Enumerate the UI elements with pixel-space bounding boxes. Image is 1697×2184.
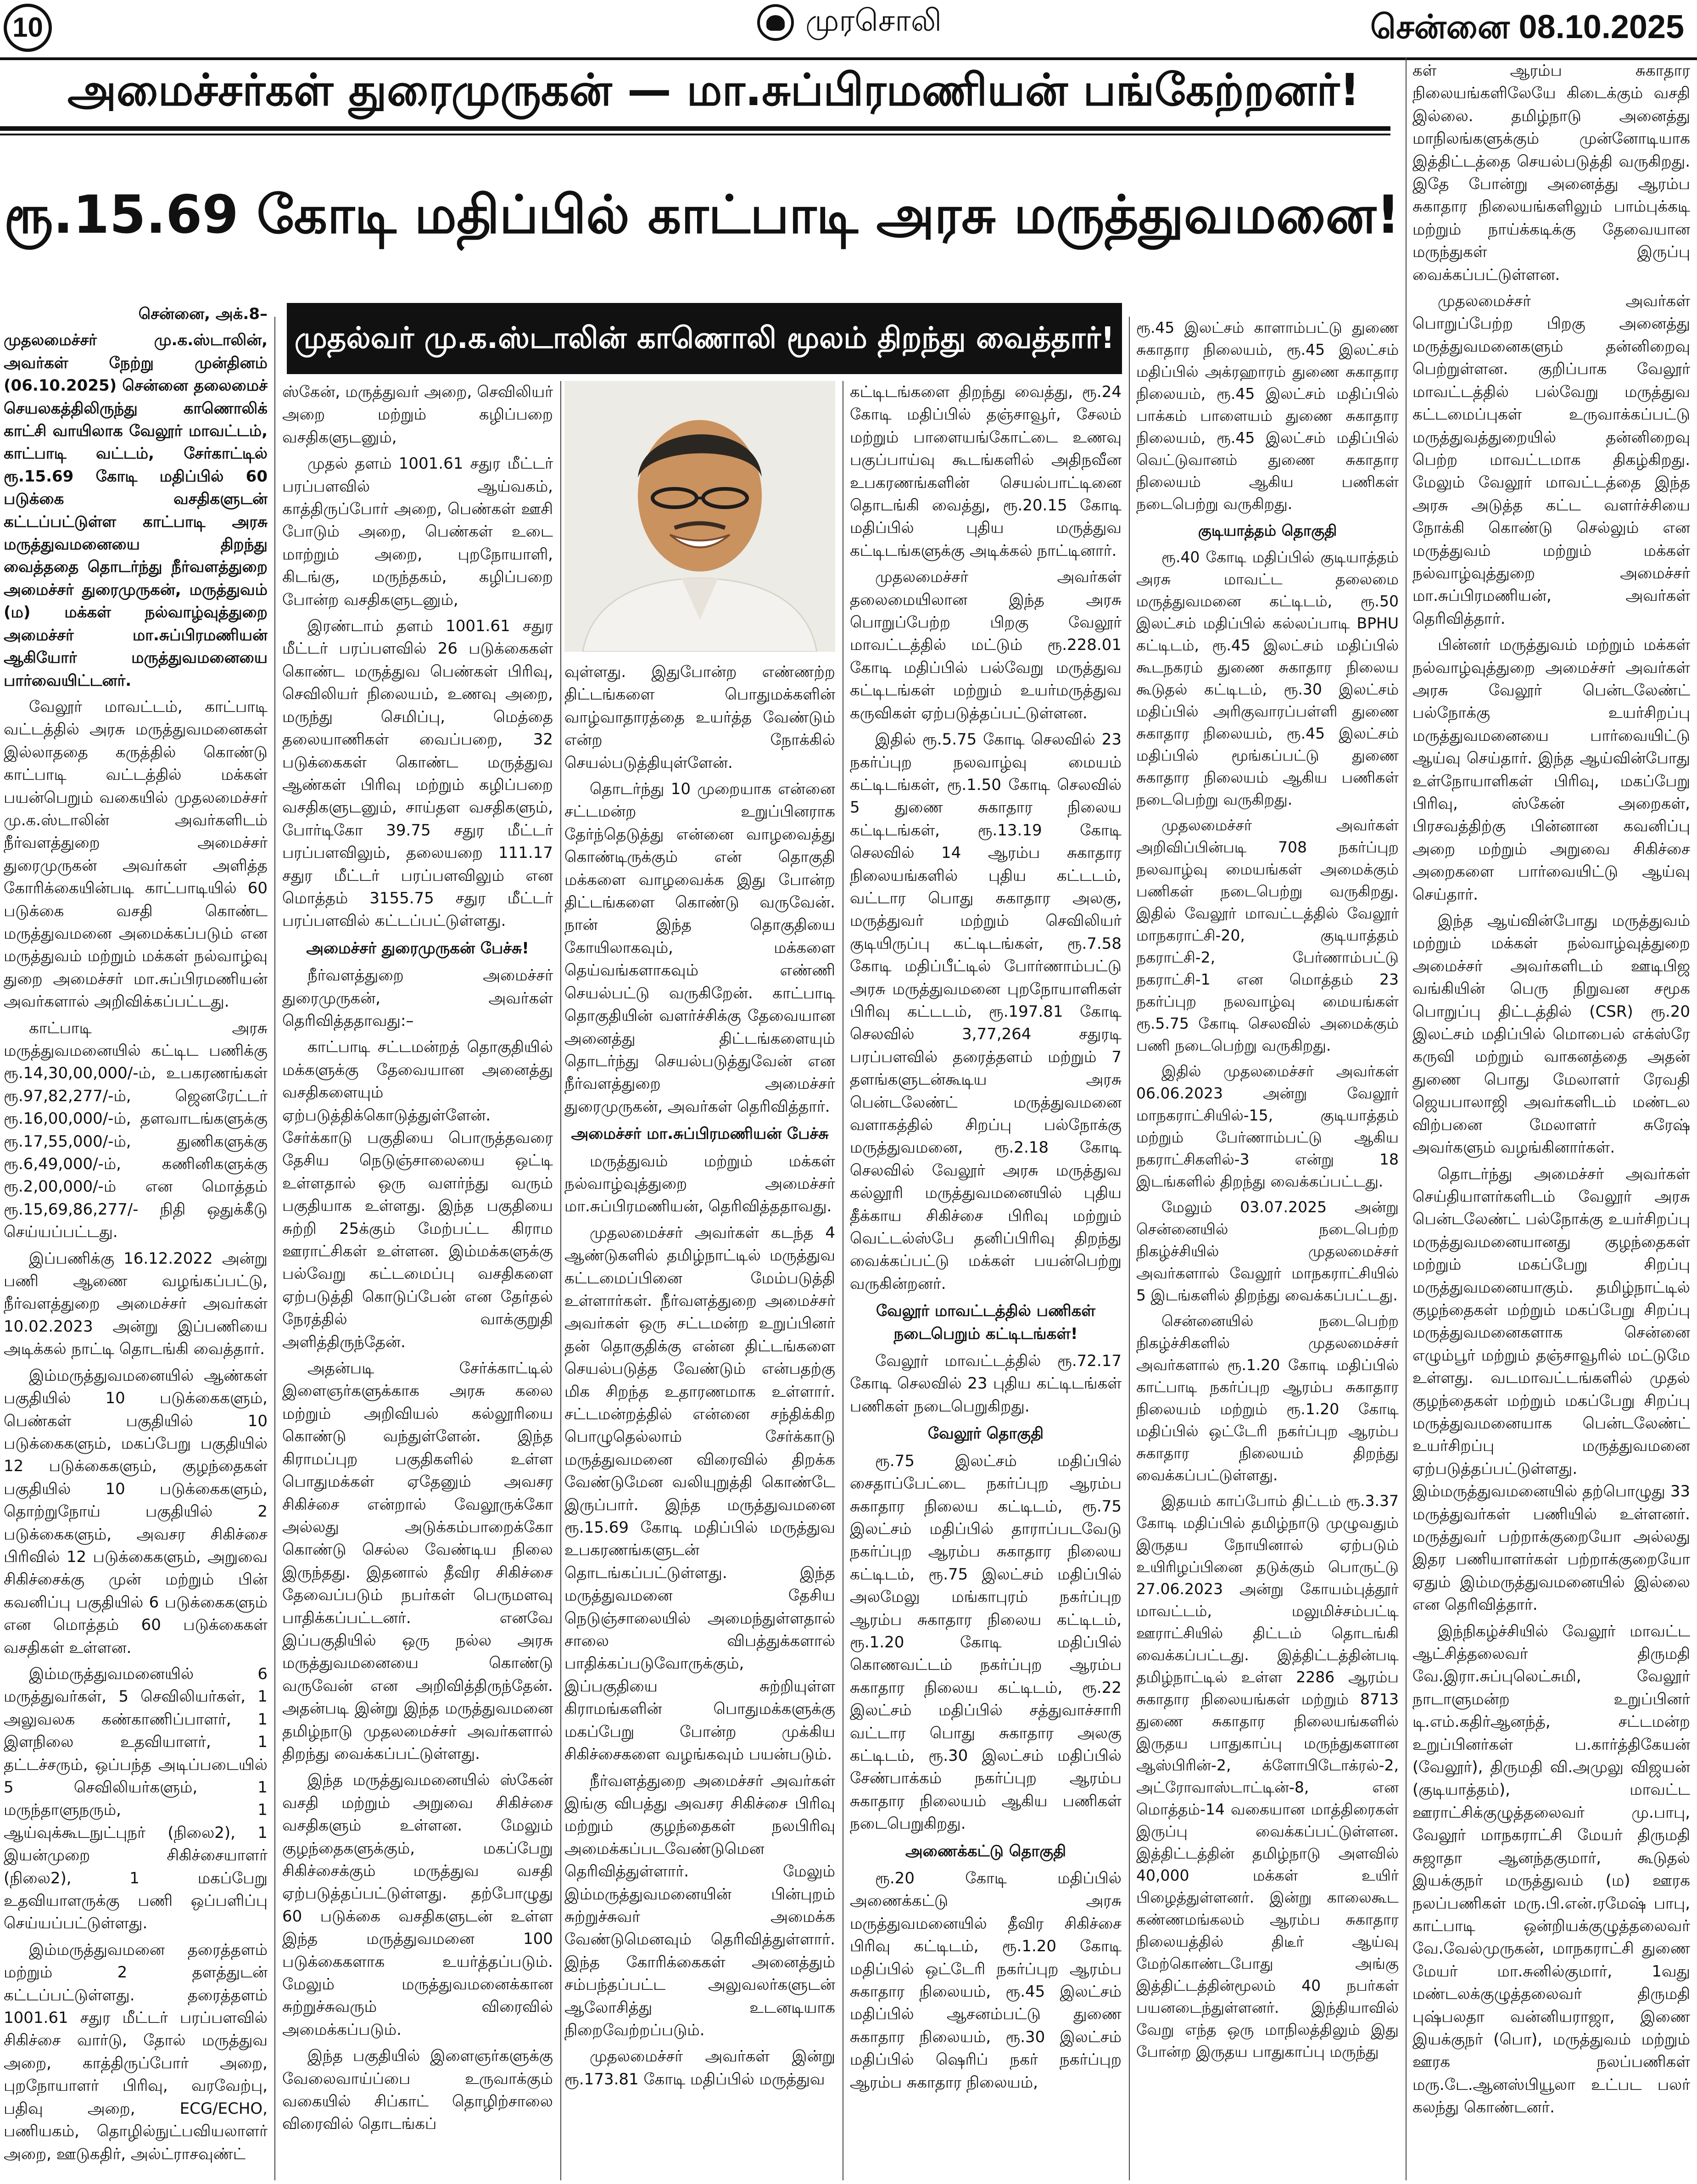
paragraph: இம்மருத்துவமனையில் ஆண்கள் பகுதியில் 10 படுக்கைகளும், பெண்கள் பகுதியில் 10 படுக்கைகளும், மகப்பேறு பகுதியில் 12 படுக்கைகளும், குழந்தைகள் பகுதியில் 10 படுக்கைகளும், தொற்றுநோய் பகுதியில் 2 படுக்கைகளும், அவசர சிகிச்சை பிரிவில் 12 படுக்கைகளும், அறுவை சிகிச்சைக்கு முன் மற்றும் பின் கவனிப்பு பகுதியில் 6 படுக்கைகளும் என மொத்தம் 60 படுக்கைகள் வசதிகள் உள்ளன.	[4, 1366, 268, 1657]
kicker: அமைச்சர்கள் துரைமுருகன் — மா.சுப்பிரமணியன் பங்கேற்றனர்!	[67, 64, 1360, 116]
article-column-6	[1412, 60, 1690, 2180]
column-rule	[1129, 317, 1130, 2180]
paragraph: பின்னர் மருத்துவம் மற்றும் மக்கள் நல்வாழ்வுத்துறை அமைச்சர் அவர்கள் அரசு வேலூர் பென்டலேண்ட் பல்நோக்கு உயர்சிறப்பு மருத்துவமனையை பார்வையிட்டு ஆய்வு செய்தார். இந்த ஆய்வின்போது உள்நோயாளிகள் பிரிவு, மகப்பேறு பிரிவு, ஸ்கேன் அறைகள், பிரசவத்திற்கு பின்னான கவனிப்பு அறை மற்றும் அறுவை சிகிச்சை அறைகளை பார்வையிட்டு ஆய்வு செய்தார்.	[1412, 636, 1690, 904]
paragraph: ரூ.40 கோடி மதிப்பில் குடியாத்தம் அரசு மாவட்ட தலைமை மருத்துவமனை கட்டிடம், ரூ.50 இலட்சம் மதிப்பில் கல்லப்பாடி BPHU கட்டிடம், ரூ.45 இலட்சம் மதிப்பில் கூடநகரம் துணை சுகாதார நிலைய கூடுதல் கட்டிடம், ரூ.30 இலட்சம் மதிப்பில் அரிகுவாரப்பள்ளி துணை சுகாதார நிலையம், ரூ.45 இலட்சம் மதிப்பில் மூங்கப்பட்டு துணை சுகாதார நிலையம் ஆகிய பணிகள் நடைபெற்று வருகிறது.	[1136, 548, 1399, 808]
story-dateline: சென்னை, அக்.8–	[138, 305, 268, 323]
kicker-rule-thin	[0, 134, 1390, 135]
paragraph: மருத்துவம் மற்றும் மக்கள் நல்வாழ்வுத்துறை அமைச்சர் மா.சுப்பிரமணியன், தெரிவித்ததாவது.	[564, 1152, 835, 1216]
subheading: அணைக்கட்டு தொகுதி	[905, 1842, 1066, 1860]
paragraph: இம்மருத்துவமனையில் 6 மருத்துவர்கள், 5 செவிலியர்கள், 1 அலுவலக கண்காணிப்பாளர், 1 இளநிலை உதவியாளர், 1 தட்டச்சரும், ஒப்பந்த அடிப்படையில் 5 செவிலியர்களும், 1 மருந்தாளுநரும், 1 ஆய்வுக்கூடநுட்புநர் (நிலை2), 1 இயன்முறை சிகிச்சையாளர் (நிலை2), 1 மகப்பேறு உதவியாளருக்கு பணி ஒப்பளிப்பு செய்யப்பட்டுள்ளது.	[4, 1664, 268, 1933]
paragraph: சென்னையில் நடைபெற்ற நிகழ்ச்சிகளில் முதலமைச்சர் அவர்களால் ரூ.1.20 கோடி மதிப்பில் காட்பாடி நகர்ப்புற ஆரம்ப சுகாதார நிலையம் மற்றும் ரூ.1.20 கோடி மதிப்பில் ஒட்டேரி நகர்ப்புற ஆரம்ப சுகாதார நிலையம் திறந்து வைக்கப்பட்டுள்ளது.	[1136, 1312, 1399, 1484]
paragraph: இதயம் காப்போம் திட்டம் ரூ.3.37 கோடி மதிப்பில் தமிழ்நாடு முழுவதும் இருதய நோயினால் ஏற்படும் உயிரிழப்பினை தடுக்கும் பொருட்டு 27.06.2023 அன்று கோயம்புத்தூர் மாவட்டம், மலுமிச்சம்பட்டி ஊராட்சியில் திட்டம் தொடங்கி வைக்கப்பட்டது. இத்திட்டத்தின்படி தமிழ்நாட்டில் உள்ள 2286 ஆரம்ப சுகாதார நிலையங்கள் மற்றும் 8713 துணை சுகாதார நிலையங்களில் இருதய பாதுகாப்பு மருந்துகளான ஆஸ்பிரின்-2, க்ளோபிடோக்ரல்-2, அட்ரோவாஸ்டாட்டின்-8, என மொத்தம்-14 வகையான மாத்திரைகள் இருப்பு வைக்கப்பட்டுள்ளன. இத்திட்டத்தின் தமிழ்நாடு அளவில் 40,000 மக்கள் உயிர் பிழைத்துள்ளனர். இன்று காலைகூட கண்ணமங்கலம் ஆரம்ப சுகாதார நிலையத்தில் திடீர் ஆய்வு மேற்கொண்டபோது அங்கு இத்திட்டத்தின்மூலம் 40 நபர்கள் பயனடைந்துள்ளனர். இந்தியாவில் வேறு எந்த ஒரு மாநிலத்திலும் இது போன்ற இருதய பாதுகாப்பு மருந்து	[1136, 1492, 1399, 2061]
subheading: வேலூர் மாவட்டத்தில் பணிகள் நடைபெறும் கட்டிடங்கள்!	[876, 1302, 1096, 1343]
newspaper-emblem-icon	[757, 4, 794, 41]
paragraph: தொடர்ந்து 10 முறையாக என்னை சட்டமன்ற உறுப்பினராக தேர்ந்தெடுத்து என்னை வாழவைத்து கொண்டிருக்கும் என் தொகுதி மக்களை வாழவைக்க இது போன்ற திட்டங்களை கொண்டு வருவேன். நான் இந்த தொகுதியை கோயிலாகவும், மக்களை தெய்வங்களாகவும் எண்ணி செயல்பட்டு வருகிறேன். காட்பாடி தொகுதியின் வளர்ச்சிக்கு தேவையான அனைத்து திட்டங்களையும் தொடர்ந்து செயல்படுத்துவேன் என நீர்வளத்துறை அமைச்சர் துரைமுருகன், அவர்கள் தெரிவித்தார்.	[564, 780, 835, 1116]
paragraph: ரூ.45 இலட்சம் காளாம்பட்டு துணை சுகாதார நிலையம், ரூ.45 இலட்சம் மதிப்பில் அக்ரஹாரம் துணை சுகாதார நிலையம், ரூ.45 இலட்சம் மதிப்பில் பாக்கம் பாளையம் துணை சுகாதார நிலையம், ரூ.45 இலட்சம் மதிப்பில் வெட்டுவானம் துணை சுகாதார நிலையம் ஆகிய பணிகள் நடைபெற்று வருகிறது.	[1136, 319, 1399, 513]
paragraph: இம்மருத்துவமனை தரைத்தளம் மற்றும் 2 தளத்துடன் கட்டப்பட்டுள்ளது. தரைத்தளம் 1001.61 சதுர மீட்டர் பரப்பளவில் சிகிச்சை வார்டு, தோல் மருத்துவ அறை, காத்திருப்போர் அறை, புறநோயாளர் பிரிவு, வரவேற்பு, பதிவு அறை, ECG/ECHO, பணியகம், தொழில்நுட்பவியலாளர் அறை, ஊடுகதிர், அல்ட்ராசவுண்ட்	[4, 1940, 268, 2163]
headline: ரூ.15.69 கோடி மதிப்பில் காட்பாடி அரசு மருத்துவமனை!	[4, 184, 1400, 245]
paragraph: முதலமைச்சர் அவர்கள் தலைமையிலான இந்த அரசு பொறுப்பேற்ற பிறகு வேலூர் மாவட்டத்தில் மட்டும் ரூ.228.01 கோடி மதிப்பில் பல்வேறு மருத்துவ கட்டிடங்கள் மற்றும் உயர்மருத்துவ கருவிகள் ஏற்படுத்தப்பட்டுள்ளன.	[850, 568, 1122, 722]
brand-name: முரசொலி	[805, 3, 942, 38]
paragraph: முதலமைச்சர் அவர்கள் பொறுப்பேற்ற பிறகு அனைத்து மருத்துவமனைகளும் தன்னிறைவு பெற்றுள்ளன. குறிப்பாக வேலூர் மாவட்டத்தில் பல்வேறு மருத்துவ கட்டமைப்புகள் உருவாக்கப்பட்டு மருத்துவத்துறையில் தன்னிறைவு பெற்ற மாவட்டமாக திகழ்கிறது. மேலும் வேலூர் மாவட்டத்தை இந்த அரசு அடுத்த கட்ட வளர்ச்சியை நோக்கி கொண்டு செல்லும் என மருத்துவம் மற்றும் மக்கள் நல்வாழ்வுத்துறை அமைச்சர் மா.சுப்பிரமணியன், அவர்கள் தெரிவித்தார்.	[1412, 292, 1690, 628]
brand	[757, 3, 942, 53]
paragraph: இதில் ரூ.5.75 கோடி செலவில் 23 நகர்ப்புற நலவாழ்வு மையம் கட்டிடங்கள், ரூ.1.50 கோடி செலவில் 5 துணை சுகாதார நிலைய கட்டிடங்கள், ரூ.13.19 கோடி செலவில் 14 ஆரம்ப சுகாதார நிலையங்களில் புதிய கட்டடம், வட்டார பொது சுகாதார அலகு, மருத்துவர் மற்றும் செவிலியர் குடியிருப்பு கட்டிடங்கள், ரூ.7.58 கோடி மதிப்பீட்டில் போர்ணாம்பட்டு அரசு மருத்துவமனை புறநோயாளிகள் பிரிவு கட்டடம், ரூ.197.81 கோடி செலவில் 3,77,264 சதுரடி பரப்பளவில் தரைத்தளம் மற்றும் 7 தளங்களுடன்கூடிய அரசு பென்டலேண்ட் மருத்துவமனை வளாகத்தில் சிறப்பு பல்நோக்கு மருத்துவமனை, ரூ.2.18 கோடி செலவில் வேலூர் அரசு மருத்துவ கல்லூரி மருத்துவமனையில் புதிய தீக்காய சிகிச்சை பிரிவு மற்றும் வெட்டல்ஸ்பே தனிப்பிரிவு திறந்து வைக்கப்பட்டு மக்கள் பயன்பெற்று வருகின்றனர்.	[850, 730, 1122, 1293]
paragraph: காட்பாடி சட்டமன்றத் தொகுதியில் மக்களுக்கு தேவையான அனைத்து வசதிகளையும் ஏற்படுத்திக்கொடுத்துள்ளேன். சேர்க்காடு பகுதியை பொருத்தவரை தேசிய நெடுஞ்சாலையை ஒட்டி உள்ளதால் ஒரு வளர்ந்து வரும் பகுதியாக உள்ளது. இந்த பகுதியை சுற்றி 25க்கும் மேற்பட்ட கிராம ஊராட்சிகள் உள்ளன. இம்மக்களுக்கு பல்வேறு கட்டமைப்பு வசதிகளை ஏற்படுத்தி கொடுப்பேன் என தேர்தல் நேரத்தில் வாக்குறுதி அளித்திருந்தேன்.	[282, 1038, 553, 1351]
paragraph: ரூ.20 கோடி மதிப்பில் அணைக்கட்டு அரசு மருத்துவமனையில் தீவிர சிகிச்சை பிரிவு கட்டிடம், ரூ.1.20 கோடி மதிப்பில் ஒட்டேரி நகர்ப்புற ஆரம்ப சுகாதார நிலையம், ரூ.45 இலட்சம் மதிப்பில் ஆசனம்பட்டு துணை சுகாதார நிலையம், ரூ.30 இலட்சம் மதிப்பில் ஷெரிப் நகர் நகர்ப்புற ஆரம்ப சுகாதார நிலையம்,	[850, 1869, 1122, 2092]
paragraph: ஸ்கேன், மருத்துவர் அறை, செவிலியர் அறை மற்றும் கழிப்பறை வசதிகளுடனும்,	[282, 383, 553, 447]
paragraph: இந்த ஆய்வின்போது மருத்துவம் மற்றும் மக்கள் நல்வாழ்வுத்துறை அமைச்சர் அவர்களிடம் ஊடிபிஜ வங்கியின் பெரு நிறுவன சமூக பொறுப்பு திட்டத்தில் (CSR) ரூ.20 இலட்சம் மதிப்பில் மொபைல் எக்ஸ்ரே கருவி மற்றும் வாகனத்தை அதன் துணை பொது மேலாளர் ரேவதி ஜெயபாலாஜி அவர்களிடம் மண்டல விற்பனை மேலாளர் சுரேஷ் அவர்களும் வழங்கினார்கள்.	[1412, 912, 1690, 1157]
issue-date: சென்னை 08.10.2025	[1370, 9, 1684, 45]
paragraph: முதலமைச்சர் அவர்கள் இன்று ரூ.173.81 கோடி மதிப்பில் மருத்துவ	[564, 2047, 835, 2089]
column-rule	[560, 381, 561, 2180]
paragraph: காட்பாடி அரசு மருத்துவமனையில் கட்டிட பணிக்கு ரூ.14,30,00,000/-ம், உபகரணங்கள் ரூ.97,82,277/-ம், ஜெனரேட்டர் ரூ.16,00,000/-ம், தளவாடங்களுக்கு ரூ.17,55,000/-ம், துணிகளுக்கு ரூ.6,49,000/-ம், கணினிகளுக்கு ரூ.2,00,000/-ம் என மொத்தம் ரூ.15,69,86,277/- நிதி ஒதுக்கீடு செய்யப்பட்டது.	[4, 1019, 268, 1242]
paragraph: இப்பணிக்கு 16.12.2022 அன்று பணி ஆணை வழங்கப்பட்டு, நீர்வளத்துறை அமைச்சர் அவர்கள் 10.02.2023 அன்று இப்பணியை அடிக்கல் நாட்டி தொடங்கி வைத்தார்.	[4, 1249, 268, 1359]
paragraph: இந்த மருத்துவமனையில் ஸ்கேன் வசதி மற்றும் அறுவை சிகிச்சை வசதிகளும் உள்ளன. மேலும் குழந்தைகளுக்கும், மகப்பேறு சிகிச்சைக்கும் மருத்துவ வசதி ஏற்படுத்தப்பட்டுள்ளது. தற்போழுது 60 படுக்கை வசதிகளுடன் உள்ள இந்த மருத்துவமனை 100 படுக்கைகளாக உயர்த்தப்படும். மேலும் மருத்துவமனைக்கான சுற்றுச்சுவரும் விரைவில் அமைக்கப்படும்.	[282, 1771, 553, 2039]
article-column-3	[564, 661, 835, 2180]
paragraph: இதில் முதலமைச்சர் அவர்கள் 06.06.2023 அன்று வேலூர் மாநகராட்சியில்-15, குடியாத்தம் மற்றும் பேர்ணாம்பட்டு ஆகிய நகராட்சிகளில்-3 என்று 18 இடங்களில் திறந்து வைக்கப்பட்டது.	[1136, 1062, 1399, 1190]
paragraph: வேலூர் மாவட்டத்தில் ரூ.72.17 கோடி செலவில் 23 புதிய கட்டிடங்கள் பணிகள் நடைபெறுகிறது.	[850, 1352, 1122, 1416]
paragraph: தொடர்ந்து அமைச்சர் அவர்கள் செய்தியாளர்களிடம் வேலூர் அரசு பென்டலேண்ட் பல்நோக்கு உயர்சிறப்பு மருத்துவமனையானது குழந்தைகள் மற்றும் மகப்பேறு சிறப்பு மருத்துவமனையாகும். தமிழ்நாட்டில் குழந்தைகள் மற்றும் மகப்பேறு சிறப்பு மருத்துவமனைகளாக சென்னை எழும்பூர் மற்றும் தஞ்சாவூரில் மட்டுமே உள்ளது. வடமாவட்டங்களில் முதல் குழந்தைகள் மற்றும் மகப்பேறு சிறப்பு மருத்துவமனையாக பென்டலேண்ட் உயர்சிறப்பு மருத்துவமனை ஏற்படுத்தப்பட்டுள்ளது. இம்மருத்துவமனையில் தற்பொழுது 33 மருத்துவர்கள் பணியில் உள்ளனர். மருத்துவர் பற்றாக்குறையோ அல்லது இதர பணியாளர்கள் பற்றாக்குறையோ ஏதும் இம்மருத்துவமனையில் இல்லை என தெரிவித்தார்.	[1412, 1165, 1690, 1614]
column-rule	[274, 317, 275, 2180]
lead-paragraph: முதலமைச்சர் மு.க.ஸ்டாலின், அவர்கள் நேற்று முன்தினம் (06.10.2025) சென்னை தலைமைச் செயலகத்திலிருந்து காணொலிக் காட்சி வாயிலாக வேலூர் மாவட்டம், காட்பாடி வட்டம், சேர்காட்டில் ரூ.15.69 கோடி மதிப்பில் 60 படுக்கை வசதிகளுடன் கட்டப்பட்டுள்ள காட்பாடி அரசு மருத்துவமனையை திறந்து வைத்ததை தொடர்ந்து நீர்வளத்துறை அமைச்சர் துரைமுருகன், மருத்துவம் (ம) மக்கள் நல்வாழ்வுத்துறை அமைச்சர் மா.சுப்பிரமணியன் ஆகியோர் மருத்துவமனையை பார்வையிட்டனர்.	[4, 331, 268, 690]
page-number: 10	[4, 4, 52, 52]
subheading: வேலூர் தொகுதி	[927, 1424, 1044, 1443]
paragraph: முதலமைச்சர் அவர்கள் கடந்த 4 ஆண்டுகளில் தமிழ்நாட்டில் மருத்துவ கட்டமைப்பினை மேம்படுத்தி உள்ளார்கள். நீர்வளத்துறை அமைச்சர் அவர்கள் ஒரு சட்டமன்ற உறுப்பினர் தன் தொகுதிக்கு என்ன திட்டங்களை செயல்படுத்த வேண்டும் என்பதற்கு மிக சிறந்த உதாரணமாக உள்ளார். சட்டமன்றத்தில் என்னை சந்திக்கிற பொழுதெல்லாம் சேர்க்காடு மருத்துவமனை விரைவில் திறக்க வேண்டுமேன வலியுறுத்தி கொண்டே இருப்பார். இந்த மருத்துவமனை ரூ.15.69 கோடி மதிப்பில் மருத்துவ உபகரணங்களுடன் தொடங்கப்பட்டுள்ளது. இந்த மருத்துவமனை தேசிய நெடுஞ்சாலையில் அமைந்துள்ளதால் சாலை விபத்துக்களால் பாதிக்கப்படுவோருக்கும், இப்பகுதியை சுற்றியுள்ள கிராமங்களின் பொதுமக்களுக்கு மகப்பேறு போன்ற முக்கிய சிகிச்சைகளை வழங்கவும் பயன்படும்.	[564, 1223, 835, 1764]
article-column-2	[282, 381, 553, 2180]
deck: முதல்வர் மு.க.ஸ்டாலின் காணொலி மூலம் திறந்து வைத்தார்!	[287, 303, 1122, 374]
article-column-1	[4, 303, 268, 2180]
paragraph: ரூ.75 இலட்சம் மதிப்பில் சைதாப்பேட்டை நகர்ப்புற ஆரம்ப சுகாதார நிலைய கட்டிடம், ரூ.75 இலட்சம் மதிப்பில் தாராப்படவேடு நகர்ப்புற ஆரம்ப சுகாதார நிலைய கட்டிடம், ரூ.75 இலட்சம் மதிப்பில் அலமேலு மங்காபுரம் நகர்ப்புற ஆரம்ப சுகாதார நிலைய கட்டிடம், ரூ.1.20 கோடி மதிப்பில் கொணவட்டம் நகர்ப்புற ஆரம்ப சுகாதார நிலைய கட்டிடம், ரூ.22 இலட்சம் மதிப்பில் சத்துவாச்சாரி வட்டார பொது சுகாதார அலகு கட்டிடம், ரூ.30 இலட்சம் மதிப்பில் சேண்பாக்கம் நகர்ப்புற ஆரம்ப சுகாதார நிலையம் ஆகிய பணிகள் நடைபெறுகிறது.	[850, 1451, 1122, 1833]
paragraph: நீர்வளத்துறை அமைச்சர் அவர்கள் இங்கு விபத்து அவசர சிகிச்சை பிரிவு மற்றும் குழந்தைகள் நலபிரிவு அமைக்கப்படவேண்டுமென தெரிவித்துள்ளார். மேலும் இம்மருத்துவமனையின் பின்புறம் சுற்றுச்சுவர் அமைக்க வேண்டுமெனவும் தெரிவித்துள்ளார். இந்த கோரிக்கைகள் அனைத்தும் சம்பந்தப்பட்ட அலுவலர்களுடன் ஆலோசித்து உடனடியாக நிறைவேற்றப்படும்.	[564, 1771, 835, 2039]
column-rule	[1406, 57, 1407, 2180]
paragraph: மேலும் 03.07.2025 அன்று சென்னையில் நடைபெற்ற நிகழ்ச்சியில் முதலமைச்சர் அவர்களால் வேலூர் மாநகராட்சியில் 5 இடங்களில் திறந்து வைக்கப்பட்டது.	[1136, 1198, 1399, 1304]
paragraph: முதல் தளம் 1001.61 சதுர மீட்டர் பரப்பளவில் ஆய்வகம், காத்திருப்போர் அறை, பெண்கள் ஊசி போடும் அறை, பெண்கள் உடை மாற்றும் அறை, புறநோயாளி, கிடங்கு, மருந்தகம், கழிப்பறை போன்ற வசதிகளுடனும்,	[282, 454, 553, 609]
article-column-4	[850, 381, 1122, 2180]
subheading: அமைச்சர் மா.சுப்பிரமணியன் பேச்சு	[571, 1125, 829, 1143]
paragraph: வுள்ளது. இதுபோன்ற எண்ணற்ற திட்டங்களை பொதுமக்களின் வாழ்வாதாரத்தை உயர்த்த வேண்டும் என்ற நோக்கில் செயல்படுத்தியுள்ளேன்.	[564, 663, 835, 772]
paragraph: இந்நிகழ்ச்சியில் வேலூர் மாவட்ட ஆட்சித்தலைவர் திருமதி வே.இரா.சுப்புலெட்சுமி, வேலூர் நாடாளுமன்ற உறுப்பினர் டி.எம்.கதிர்ஆனந்த், சட்டமன்ற உறுப்பினர்கள் ப.கார்த்திகேயன் (வேலூர்), திருமதி வி.அமுலு விஜயன் (குடியாத்தம்), மாவட்ட ஊராட்சிக்குழுத்தலைவர் மு.பாபு, வேலூர் மாநகராட்சி மேயர் திருமதி சுஜாதா ஆனந்தகுமார், கூடுதல் இயக்குநர் மருத்துவம் (ம) ஊரக நலப்பணிகள் மரு.பி.என்.ரமேஷ் பாபு, காட்பாடி ஒன்றியக்குழுத்தலைவர் வே.வேல்முருகன், மாநகராட்சி துணை மேயர் மா.சுனில்குமார், 1வது மண்டலக்குழுத்தலைவர் திருமதி புஷ்பலதா வன்னியராஜா, இணை இயக்குநர் (பொ), மருத்துவம் மற்றும் ஊரக நலப்பணிகள் மரு.டே.ஆனஸ்பியூலா உட்பட பலர் கலந்து கொண்டனர்.	[1412, 1622, 1690, 2117]
kicker-rule	[0, 126, 1390, 131]
paragraph: முதலமைச்சர் அவர்கள் அறிவிப்பின்படி 708 நகர்ப்புற நலவாழ்வு மையங்கள் அமைக்கும் பணிகள் நடைபெற்று வருகிறது. இதில் வேலூர் மாவட்டத்தில் வேலூர் மாநகராட்சி-20, குடியாத்தம் நகராட்சி-2, பேர்ணாம்பட்டு நகராட்சி-1 என மொத்தம் 23 நகர்ப்புற நலவாழ்வு மையங்கள் ரூ.5.75 கோடி செலவில் அமைக்கும் பணி நடைபெற்று வருகிறது.	[1136, 816, 1399, 1054]
subheading: குடியாத்தம் தொகுதி	[1198, 521, 1337, 539]
article-column-5	[1136, 317, 1399, 2180]
paragraph: கட்டிடங்களை திறந்து வைத்து, ரூ.24 கோடி மதிப்பில் தஞ்சாவூர், சேலம் மற்றும் பாளையங்கோட்டை உணவு பகுப்பாய்வு கூடங்களில் அதிநவீன உபகரணங்களின் செயல்பாட்டினை தொடங்கி வைத்து, ரூ.20.15 கோடி மதிப்பில் புதிய மருத்துவ கட்டிடங்களுக்கு அடிக்கல் நாட்டினார்.	[850, 383, 1122, 560]
paragraph: இந்த பகுதியில் இளைஞர்களுக்கு வேலைவாய்ப்பை உருவாக்கும் வகையில் சிப்காட் தொழிற்சாலை விரைவில் தொடங்கப்	[282, 2047, 553, 2134]
paragraph: கள் ஆரம்ப சுகாதார நிலையங்களிலேயே கிடைக்கும் வசதி இல்லை. தமிழ்நாடு அனைத்து மாநிலங்களுக்கும் முன்னோடியாக இத்திட்டத்தை செயல்படுத்தி வருகிறது. இதே போன்று அனைத்து ஆரம்ப சுகாதார நிலையங்களிலும் பாம்புக்கடி மற்றும் நாய்க்கடிக்கு தேவையான மருந்துகள் இருப்பு வைக்கப்பட்டுள்ளன.	[1412, 62, 1690, 284]
paragraph: நீர்வளத்துறை அமைச்சர் துரைமுருகன், அவர்கள் தெரிவித்ததாவது:–	[282, 966, 553, 1030]
paragraph: அதன்படி சேர்க்காட்டில் இளைஞர்களுக்காக அரசு கலை மற்றும் அறிவியல் கல்லூரியை கொண்டு வந்துள்ளேன். இந்த கிராமப்புற பகுதிகளில் உள்ள பொதுமக்கள் ஏதேனும் அவசர சிகிச்சை என்றால் வேலூருக்கோ அல்லது அடுக்கம்பாறைக்கோ கொண்டு செல்ல வேண்டிய நிலை இருந்தது. இதனால் தீவிர சிகிச்சை தேவைப்படும் நபர்கள் பெருமளவு பாதிக்கப்பட்டனர். எனவே இப்பகுதியில் ஒரு நல்ல அரசு மருத்துவமனையை கொண்டு வருவேன் என அறிவித்திருந்தேன். அதன்படி இன்று இந்த மருத்துவமனை தமிழ்நாடு முதலமைச்சர் அவர்களால் திறந்து வைக்கப்பட்டுள்ளது.	[282, 1359, 553, 1763]
subheading: அமைச்சர் துரைமுருகன் பேச்சு!	[306, 939, 529, 958]
chief-minister-portrait-photo	[564, 381, 835, 652]
paragraph: இரண்டாம் தளம் 1001.61 சதுர மீட்டர் பரப்பளவில் 26 படுக்கைகள் கொண்ட மருத்துவ பெண்கள் பிரிவு, செவிலியர் நிலையம், உணவு அறை, மருந்து செமிப்பு, மெத்தை தலையாணிகள் வைப்பறை, 32 படுக்கைகள் கொண்ட மருத்துவ ஆண்கள் பிரிவு மற்றும் கழிப்பறை வசதிகளுடனும், சாய்தள வசதிகளும், போர்டிகோ 39.75 சதுர மீட்டர் பரப்பளவிலும், தலையறை 111.17 சதுர மீட்டர் பரப்பளவிலும் என மொத்தம் 3155.75 சதுர மீட்டர் பரப்பளவில் கட்டப்பட்டுள்ளது.	[282, 617, 553, 930]
paragraph: வேலூர் மாவட்டம், காட்பாடி வட்டத்தில் அரசு மருத்துவமனைகள் இல்லாததை கருத்தில் கொண்டு காட்பாடி வட்டத்தில் மக்கள் பயன்பெறும் வகையில் முதலமைச்சர் மு.க.ஸ்டாலின் அவர்களிடம் நீர்வளத்துறை அமைச்சர் துரைமுருகன் அவர்கள் அளித்த கோரிக்கையின்படி காட்பாடியில் 60 படுக்கை வசதி கொண்ட மருத்துவமனை அமைக்கப்படும் என மருத்துவம் மற்றும் மக்கள் நல்வாழ்வு துறை அமைச்சர் மா.சுப்பிரமணியன் அவர்களால் அறிவிக்கப்பட்டது.	[4, 697, 268, 1011]
